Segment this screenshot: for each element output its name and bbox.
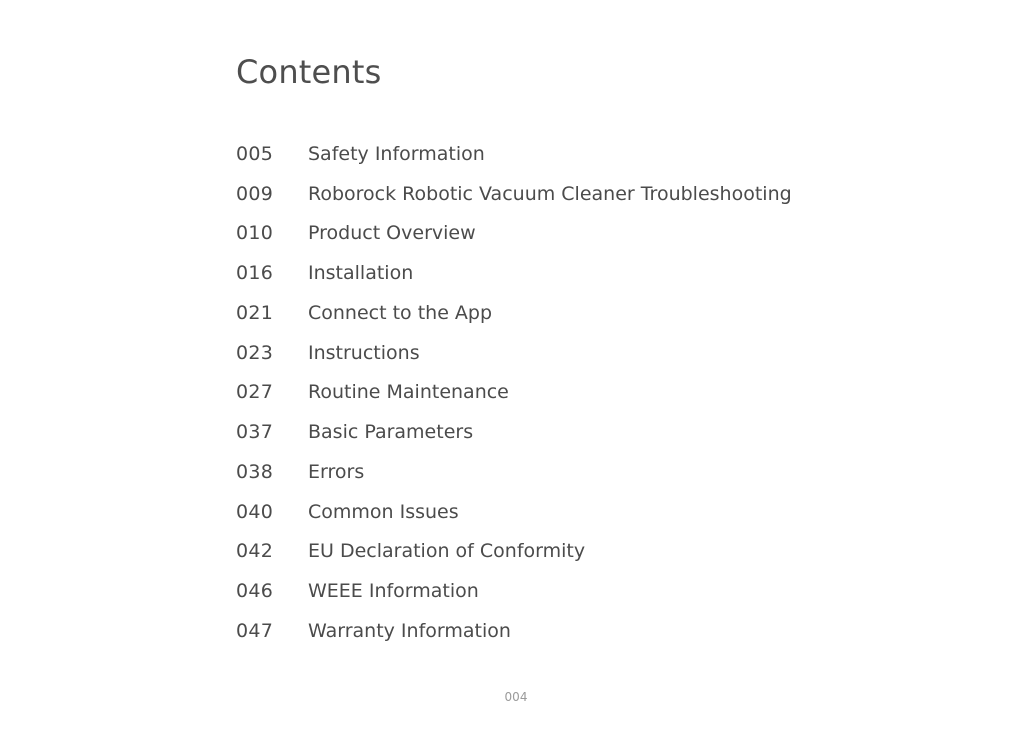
toc-page-number: 010 (236, 222, 274, 245)
toc-entry-title: Safety Information (308, 142, 485, 165)
toc-entry-product-overview[interactable] (236, 214, 876, 254)
toc-page-number: 047 (236, 619, 274, 642)
toc-entry-title: Instructions (308, 341, 420, 364)
toc-page-number: 046 (236, 580, 274, 603)
toc-entry-title: Installation (308, 262, 414, 285)
toc-entry-title: Common Issues (308, 500, 459, 523)
toc-entry-title: Product Overview (308, 222, 476, 245)
toc-page-number: 038 (236, 460, 274, 483)
page-title: Contents (236, 53, 382, 91)
toc-entry-warranty-information[interactable] (236, 611, 876, 651)
toc-page-number: 023 (236, 341, 274, 364)
toc-entry-title: WEEE Information (308, 580, 479, 603)
toc-entry-common-issues[interactable] (236, 492, 876, 532)
toc-page-number: 042 (236, 540, 274, 563)
toc-entry-connect-to-app[interactable] (236, 293, 876, 333)
toc-entry-weee-information[interactable] (236, 571, 876, 611)
page-number: 004 (504, 690, 528, 704)
toc-entry-title: Connect to the App (308, 301, 493, 324)
toc-entry-troubleshooting[interactable] (236, 174, 876, 214)
toc-entry-title: Basic Parameters (308, 421, 474, 444)
toc-page-number: 021 (236, 301, 274, 324)
toc-entry-title: EU Declaration of Conformity (308, 540, 586, 563)
toc-entry-title: Roborock Robotic Vacuum Cleaner Troubleshooting (308, 182, 792, 205)
toc-page-number: 016 (236, 262, 274, 285)
toc-entry-safety-information[interactable] (236, 134, 876, 174)
toc-entry-routine-maintenance[interactable] (236, 373, 876, 413)
toc-entry-title: Warranty Information (308, 619, 511, 642)
toc-page-number: 005 (236, 142, 274, 165)
toc-entry-title: Routine Maintenance (308, 381, 509, 404)
toc-page-number: 040 (236, 500, 274, 523)
toc-entry-eu-declaration[interactable] (236, 532, 876, 572)
toc-entry-instructions[interactable] (236, 333, 876, 373)
toc-entry-title: Errors (308, 460, 365, 483)
toc-page-number: 037 (236, 421, 274, 444)
toc-page-number: 009 (236, 182, 274, 205)
toc-entry-installation[interactable] (236, 253, 876, 293)
toc-page-number: 027 (236, 381, 274, 404)
table-of-contents (236, 134, 876, 651)
toc-entry-basic-parameters[interactable] (236, 412, 876, 452)
toc-entry-errors[interactable] (236, 452, 876, 492)
